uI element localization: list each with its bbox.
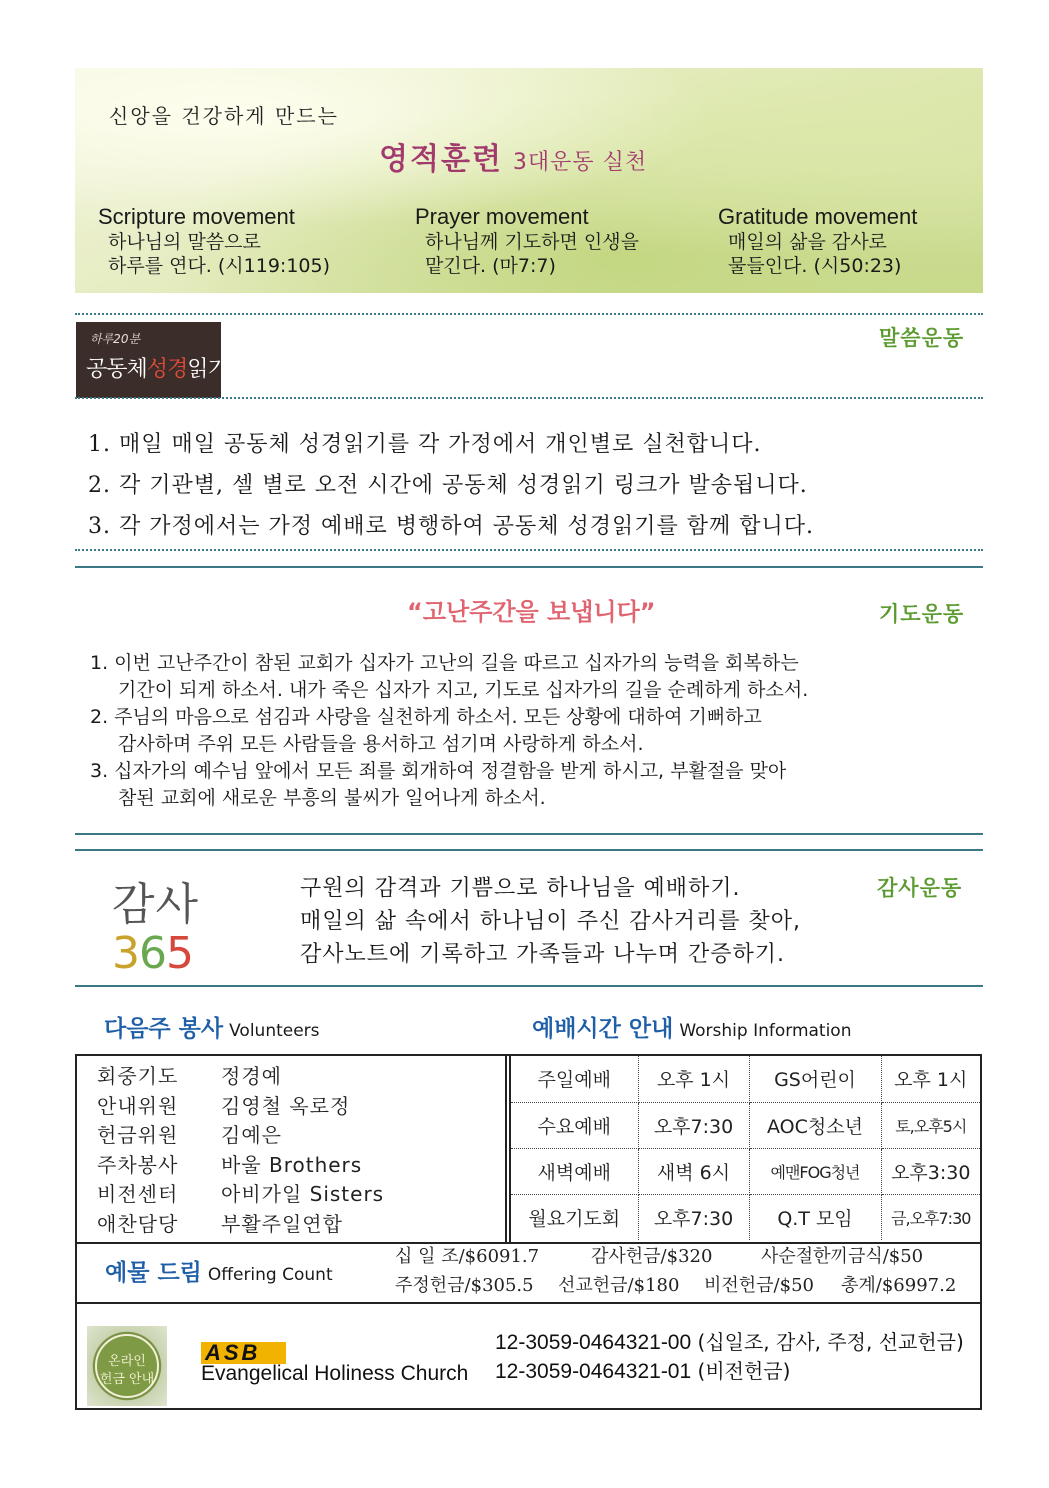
gratitude-logo-word: 감사 [112, 879, 200, 930]
table-cell: 오후 1시 [638, 1056, 749, 1102]
offering-heading-ko: 예물 드림 [105, 1260, 202, 1286]
worship-heading-ko: 예배시간 안내 [532, 1016, 674, 1042]
offering-item: 사순절한끼금식/$50 [761, 1246, 924, 1267]
movement-scripture [98, 204, 330, 278]
divider-solid [75, 833, 983, 835]
prayer-tag: 기도운동 [879, 602, 965, 626]
prayer-item-cont: 참된 교회에 새로운 부흥의 불씨가 일어나게 하소서. [118, 787, 546, 809]
list-item: 2. 각 기관별, 셀 별로 오전 시간에 공동체 성경읽기 링크가 발송됩니다. [88, 473, 808, 498]
bank-accounts [495, 1328, 964, 1386]
volunteer-role: 비전센터 [97, 1182, 179, 1206]
banner-title-sub: 3대운동 실천 [512, 150, 648, 175]
volunteer-role: 애찬담당 [97, 1211, 179, 1236]
divider-dotted [75, 313, 983, 315]
logo-digit: 6 [139, 928, 166, 979]
movement-line: 하루를 연다. (시119:105) [108, 255, 330, 277]
table-cell: 새벽예배 [511, 1148, 638, 1194]
logo-pre: 공동체 [86, 357, 147, 382]
movement-line: 물들인다. (시50:23) [728, 255, 902, 277]
volunteer-row [97, 1092, 384, 1122]
account-number: 12-3059-0464321-00 [495, 1331, 692, 1354]
volunteer-role: 안내위원 [97, 1093, 179, 1118]
row-divider [77, 1302, 980, 1304]
volunteer-row [97, 1062, 384, 1092]
asb-logo-text: ASB [205, 1340, 261, 1365]
worship-heading [532, 1010, 852, 1043]
prayer-item: 3. 십자가의 예수님 앞에서 모든 죄를 회개하여 정결함을 받게 하시고, 부활절을 맞아 [90, 760, 787, 782]
offering-item: 선교헌금/$180 [558, 1275, 680, 1296]
offering-item: 주정헌금/$305.5 [395, 1275, 534, 1296]
column-divider [505, 1056, 507, 1242]
table-cell: 오후7:30 [638, 1102, 749, 1148]
account-line [495, 1357, 964, 1386]
divider-dotted [75, 397, 983, 399]
account-note: (십일조, 감사, 주정, 선교헌금) [697, 1330, 964, 1354]
offering-line [395, 1242, 956, 1271]
logo-big-text [86, 352, 228, 383]
bible-reading-logo [76, 322, 228, 398]
volunteer-row [97, 1210, 384, 1240]
volunteer-row [97, 1180, 384, 1210]
banner-title [379, 134, 647, 178]
volunteers-list [97, 1062, 384, 1239]
list-item: 1. 매일 매일 공동체 성경읽기를 각 가정에서 개인별로 실천합니다. [88, 432, 762, 457]
banner-kicker: 신앙을 건강하게 만드는 [109, 104, 339, 128]
divider-solid [75, 849, 983, 851]
offering-item: 비전헌금/$50 [704, 1275, 814, 1296]
banner [75, 68, 983, 293]
volunteers-heading [104, 1010, 320, 1043]
table-cell: Q.T 모임 [749, 1194, 881, 1240]
volunteer-name: 김영철 옥로정 [221, 1093, 351, 1118]
gratitude-line: 감사노트에 기록하고 가족들과 나누며 간증하기. [300, 942, 786, 967]
worship-table [511, 1056, 980, 1240]
table-cell: 오후7:30 [638, 1194, 749, 1240]
account-note: (비전헌금) [697, 1359, 791, 1383]
gratitude-line: 구원의 감격과 기쁨으로 하나님을 예배하기. [300, 876, 741, 901]
table-cell: 새벽 6시 [638, 1148, 749, 1194]
divider-solid [75, 985, 983, 987]
info-box [75, 1054, 982, 1410]
table-cell: 토,오후5시 [881, 1102, 980, 1148]
logo-highlight: 성경 [146, 357, 188, 382]
volunteers-heading-en: Volunteers [229, 1021, 320, 1041]
table-cell: 오후3:30 [881, 1148, 980, 1194]
movement-line: 하나님의 말씀으로 [108, 231, 261, 253]
volunteer-role: 회중기도 [97, 1064, 179, 1088]
table-row [511, 1148, 980, 1194]
table-cell: AOC청소년 [749, 1102, 881, 1148]
prayer-list [90, 650, 808, 812]
scripture-tag: 말씀운동 [879, 326, 965, 350]
church-name: Evangelical Holiness Church [201, 1362, 469, 1385]
table-cell: 오후 1시 [881, 1056, 980, 1102]
gratitude-365-logo [112, 868, 212, 979]
gratitude-tag: 감사운동 [877, 876, 963, 900]
table-cell: 주일예배 [511, 1056, 638, 1102]
volunteer-role: 헌금위원 [97, 1123, 179, 1147]
gratitude-line: 매일의 삶 속에서 하나님이 주신 감사거리를 찾아, [300, 909, 801, 934]
offering-heading [105, 1254, 333, 1287]
logo-small-text: 하루20분 [90, 332, 141, 346]
account-line [495, 1328, 964, 1357]
online-offering-badge [87, 1326, 167, 1406]
table-cell: 금,오후7:30 [891, 1208, 971, 1228]
movement-line: 하나님께 기도하면 인생을 [425, 231, 639, 253]
asb-logo [201, 1342, 286, 1364]
volunteers-heading-ko: 다음주 봉사 [104, 1016, 224, 1042]
prayer-item-cont: 감사하며 주위 모든 사람들을 용서하고 섬기며 사랑하게 하소서. [118, 733, 644, 755]
volunteer-name: 김예은 [221, 1123, 282, 1147]
logo-digit: 3 [112, 928, 139, 979]
prayer-item-cont: 기간이 되게 하소서. 내가 죽은 십자가 지고, 기도로 십자가의 길을 순례하게 하소서. [118, 679, 809, 701]
volunteer-name: 아비가일 Sisters [221, 1182, 385, 1206]
offering-heading-en: Offering Count [207, 1265, 333, 1285]
volunteer-name: 정경예 [221, 1064, 282, 1088]
table-cell: 월요기도회 [511, 1194, 638, 1240]
banner-title-main: 영적훈련 [379, 142, 503, 177]
movement-gratitude [718, 204, 917, 278]
table-row [511, 1102, 980, 1148]
movement-head: Gratitude movement [718, 204, 918, 229]
scripture-list [88, 424, 814, 547]
badge-text: 헌금 안내 [99, 1372, 155, 1387]
logo-digit: 5 [166, 928, 193, 979]
prayer-item: 1. 이번 고난주간이 참된 교회가 십자가 고난의 길을 따르고 십자가의 능력을 회복하는 [90, 652, 799, 674]
table-cell: GS어린이 [749, 1056, 881, 1102]
volunteer-name: 바울 Brothers [221, 1152, 363, 1177]
divider-dotted [75, 549, 983, 551]
movement-head: Scripture movement [98, 204, 295, 229]
prayer-title: “고난주간을 보냅니다” [407, 598, 656, 626]
prayer-item: 2. 주님의 마음으로 섬김과 사랑을 실천하게 하소서. 모든 상황에 대하여 기뻐하고 [90, 706, 762, 728]
volunteer-row [97, 1151, 384, 1181]
offering-lines [395, 1242, 956, 1300]
table-row [511, 1194, 980, 1240]
offering-item: 감사헌금/$320 [591, 1246, 713, 1267]
movement-line: 매일의 삶을 감사로 [728, 231, 887, 253]
movement-head: Prayer movement [415, 204, 589, 229]
worship-heading-en: Worship Information [679, 1021, 852, 1041]
list-item: 3. 각 가정에서는 가정 예배로 병행하여 공동체 성경읽기를 함께 합니다. [88, 514, 814, 539]
badge-text: 온라인 [108, 1354, 146, 1369]
table-cell: 수요예배 [511, 1102, 638, 1148]
volunteer-row [97, 1121, 384, 1151]
movement-prayer [415, 204, 639, 278]
logo-post: 읽기 [187, 357, 228, 382]
offering-item: 총계/$6997.2 [841, 1275, 957, 1296]
table-cell: 예맨FOG청년 [749, 1148, 881, 1194]
volunteer-name: 부활주일연합 [221, 1211, 343, 1236]
account-number: 12-3059-0464321-01 [495, 1360, 692, 1383]
offering-item: 십 일 조/$6091.7 [395, 1246, 540, 1267]
gratitude-logo-number [112, 928, 212, 979]
divider-solid [75, 566, 983, 568]
movement-line: 맡긴다. (마7:7) [425, 255, 556, 277]
volunteer-role: 주차봉사 [97, 1152, 179, 1177]
gratitude-lines [300, 872, 801, 971]
offering-line [395, 1271, 956, 1300]
table-row [511, 1056, 980, 1102]
